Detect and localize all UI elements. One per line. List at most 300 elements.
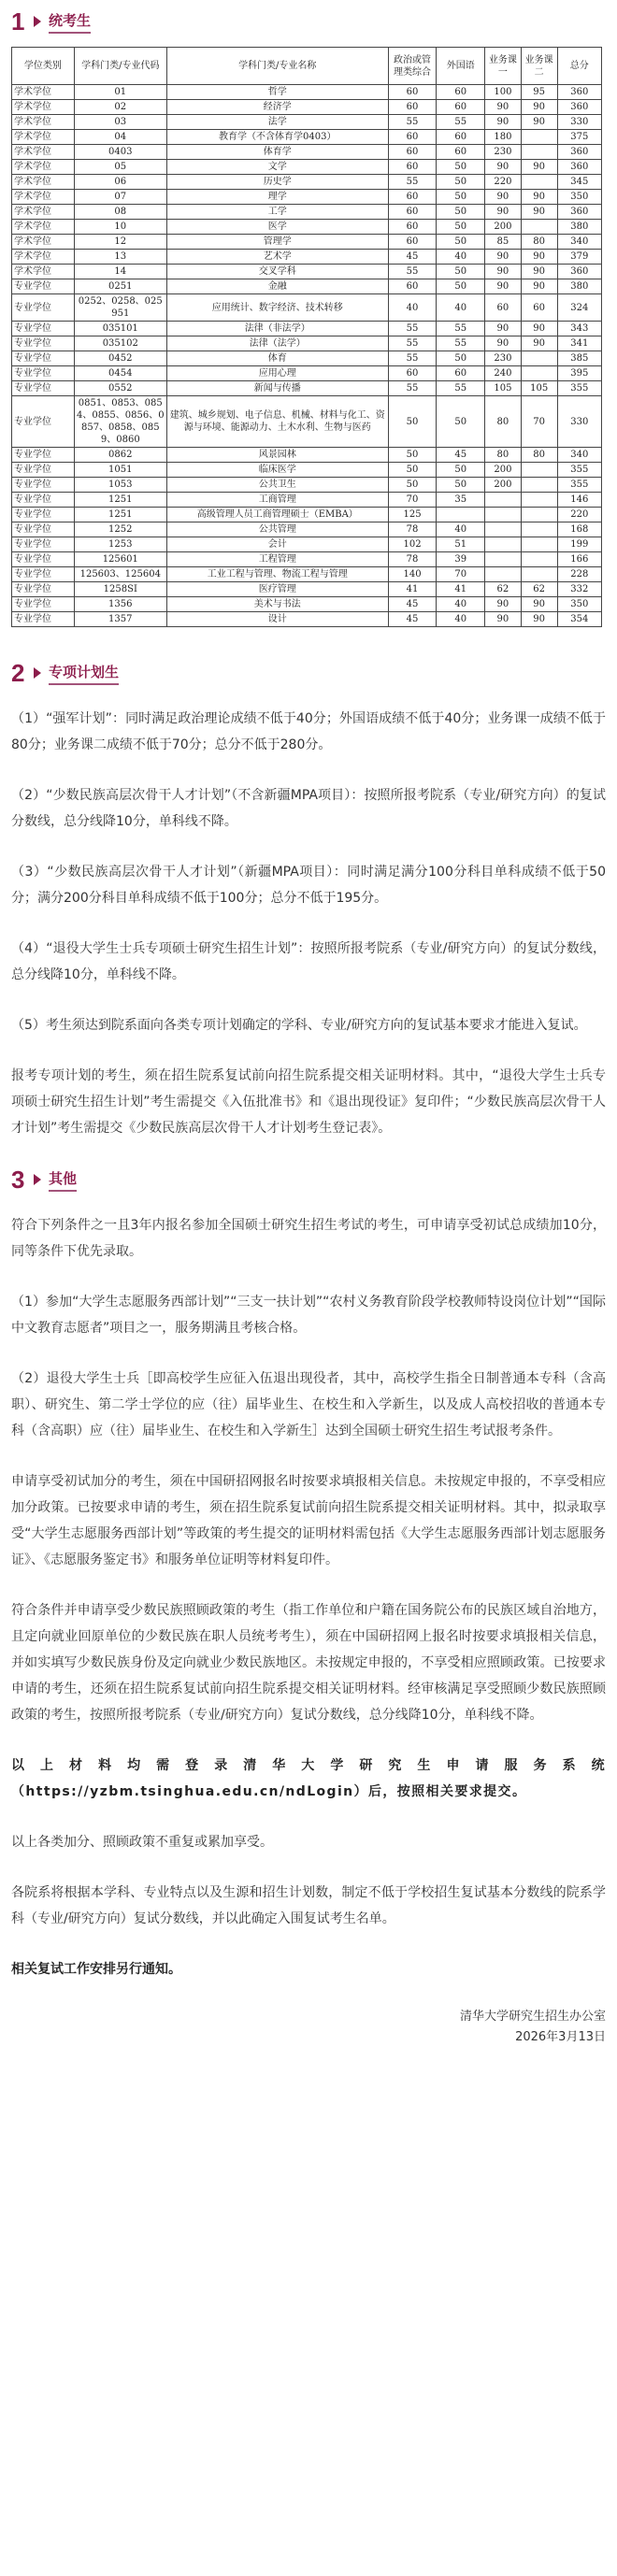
table-cell: 379	[557, 250, 601, 265]
table-body	[12, 85, 602, 627]
table-cell: 354	[557, 612, 601, 627]
table-cell: 332	[557, 582, 601, 597]
table-cell: 学术学位	[12, 160, 75, 175]
special-materials-note: 报考专项计划的考生，须在招生院系复试前向招生院系提交相关证明材料。其中，“退役大学生士兵专项硕士研究生招生计划”考生需提交《入伍批准书》和《退出现役证》复印件；“少数民族高层次骨干人才计划”考生需提交《少数民族高层次骨干人才计划考生登记表》。	[11, 1068, 606, 1136]
table-cell: 工业工程与管理、物流工程与管理	[166, 567, 388, 582]
table-cell: 专业学位	[12, 597, 75, 612]
table-cell: 1258SI	[74, 582, 166, 597]
table-cell: 哲学	[166, 85, 388, 100]
table-cell: 55	[437, 322, 485, 336]
signature-date: 2026年3月13日	[515, 2030, 606, 2044]
table-cell: 专业学位	[12, 463, 75, 478]
table-row	[12, 597, 602, 612]
signature-block	[11, 2007, 606, 2070]
table-cell: 1051	[74, 463, 166, 478]
table-header-cell: 外国语	[437, 48, 485, 85]
section-number: 3	[11, 1166, 25, 1194]
table-cell	[485, 552, 522, 567]
table-cell: 330	[557, 115, 601, 130]
table-cell: 50	[437, 478, 485, 493]
table-cell: 工商管理	[166, 493, 388, 508]
table-cell: 50	[388, 396, 437, 448]
table-cell: 学术学位	[12, 100, 75, 115]
table-cell	[521, 508, 557, 522]
table-cell: 专业学位	[12, 279, 75, 294]
table-cell	[521, 552, 557, 567]
table-header-row	[12, 48, 602, 85]
other-item-2: （2）退役大学生士兵［即高校学生应征入伍退出现役者，其中，高校学生指全日制普通本专科（含高职）、研究生、第二学士学位的应（往）届毕业生、在校生和入学新生，以及成人高校招收的普通本专科（含高职）应（往）届毕业生、在校生和入学新生］达到全国硕士研究生招生考试报考条件。	[11, 1371, 606, 1438]
table-cell: 146	[557, 493, 601, 508]
table-cell: 学术学位	[12, 235, 75, 250]
table-cell: 0552	[74, 381, 166, 396]
table-cell: 375	[557, 130, 601, 145]
table-cell: 0252、0258、025951	[74, 294, 166, 322]
table-cell: 355	[557, 478, 601, 493]
table-cell: 管理学	[166, 235, 388, 250]
table-cell: 专业学位	[12, 567, 75, 582]
table-cell: 法学	[166, 115, 388, 130]
table-cell: 专业学位	[12, 322, 75, 336]
table-cell: 60	[388, 85, 437, 100]
table-cell: 350	[557, 597, 601, 612]
table-cell	[521, 537, 557, 552]
table-cell: 专业学位	[12, 552, 75, 567]
table-cell: 12	[74, 235, 166, 250]
table-cell: 90	[521, 250, 557, 265]
other-intro: 符合下列条件之一且3年内报名参加全国硕士研究生招生考试的考生，可申请享受初试总成绩加10分，同等条件下优先录取。	[11, 1218, 606, 1259]
table-cell: 85	[485, 235, 522, 250]
table-cell: 体育	[166, 351, 388, 366]
table-cell: 50	[388, 448, 437, 463]
table-cell: 105	[485, 381, 522, 396]
table-cell: 125601	[74, 552, 166, 567]
table-cell: 41	[388, 582, 437, 597]
table-cell: 360	[557, 160, 601, 175]
table-cell: 168	[557, 522, 601, 537]
table-cell: 学术学位	[12, 130, 75, 145]
table-cell: 1251	[74, 493, 166, 508]
table-cell: 公共卫生	[166, 478, 388, 493]
table-cell: 220	[485, 175, 522, 190]
other-final-notice: 相关复试工作安排另行通知。	[11, 1962, 181, 1977]
other-apply-note: 申请享受初试加分的考生，须在中国研招网报名时按要求填报相关信息。未按规定申报的，不享受相应加分政策。已按要求申请的考生，须在招生院系复试前向招生院系提交相关证明材料。其中，拟录取享受“大学生志愿服务西部计划”等政策的考生提交的证明材料需包括《大学生志愿服务西部计划志愿服务证》、《志愿服务鉴定书》和服务单位证明等材料复印件。	[11, 1474, 606, 1567]
table-cell: 建筑、城乡规划、电子信息、机械、材料与化工、资源与环境、能源动力、土木水利、生物与医药	[166, 396, 388, 448]
table-cell: 90	[485, 265, 522, 279]
triangle-icon	[34, 1174, 41, 1185]
table-cell: 200	[485, 478, 522, 493]
table-cell: 06	[74, 175, 166, 190]
table-row	[12, 220, 602, 235]
table-cell: 360	[557, 145, 601, 160]
table-cell: 公共管理	[166, 522, 388, 537]
table-cell: 工程管理	[166, 552, 388, 567]
table-cell: 90	[521, 115, 557, 130]
table-cell	[485, 537, 522, 552]
table-cell: 240	[485, 366, 522, 381]
table-cell	[521, 522, 557, 537]
other-item-1: （1）参加“大学生志愿服务西部计划”“三支一扶计划”“农村义务教育阶段学校教师特设岗位计划”“国际中文教育志愿者”项目之一，服务期满且考核合格。	[11, 1295, 606, 1336]
table-header-cell: 业务课一	[485, 48, 522, 85]
table-cell: 90	[521, 100, 557, 115]
table-cell: 1356	[74, 597, 166, 612]
table-cell: 102	[388, 537, 437, 552]
table-cell: 40	[437, 597, 485, 612]
table-cell: 340	[557, 448, 601, 463]
table-cell: 50	[437, 190, 485, 205]
table-cell: 45	[437, 448, 485, 463]
table-cell: 专业学位	[12, 448, 75, 463]
table-cell: 90	[521, 205, 557, 220]
table-cell	[521, 175, 557, 190]
table-cell: 0452	[74, 351, 166, 366]
table-cell: 105	[521, 381, 557, 396]
table-cell: 100	[485, 85, 522, 100]
table-cell: 51	[437, 537, 485, 552]
table-row	[12, 279, 602, 294]
table-cell: 60	[388, 220, 437, 235]
table-cell: 60	[388, 145, 437, 160]
table-cell: 60	[521, 294, 557, 322]
table-cell: 80	[521, 448, 557, 463]
table-cell: 0251	[74, 279, 166, 294]
table-cell: 41	[437, 582, 485, 597]
table-row	[12, 366, 602, 381]
special-item-1: （1）“强军计划”：同时满足政治理论成绩不低于40分；外国语成绩不低于40分；业务课一成绩不低于80分；业务课二成绩不低于70分；总分不低于280分。	[11, 711, 606, 752]
table-header-cell: 总分	[557, 48, 601, 85]
table-cell	[437, 508, 485, 522]
table-row	[12, 396, 602, 448]
table-cell: 0851、0853、0854、0855、0856、0857、0858、0859、0860	[74, 396, 166, 448]
table-cell: 专业学位	[12, 294, 75, 322]
table-row	[12, 85, 602, 100]
table-cell: 360	[557, 85, 601, 100]
table-row	[12, 235, 602, 250]
table-row	[12, 463, 602, 478]
table-cell: 学术学位	[12, 85, 75, 100]
table-cell: 90	[485, 597, 522, 612]
table-cell: 会计	[166, 537, 388, 552]
table-cell: 90	[485, 336, 522, 351]
table-cell: 90	[521, 265, 557, 279]
table-cell: 55	[388, 322, 437, 336]
table-cell: 07	[74, 190, 166, 205]
table-row	[12, 265, 602, 279]
table-cell: 78	[388, 522, 437, 537]
table-cell: 55	[437, 115, 485, 130]
section-2-header	[11, 659, 606, 687]
table-cell: 学术学位	[12, 265, 75, 279]
table-cell: 40	[437, 250, 485, 265]
table-cell: 1251	[74, 508, 166, 522]
table-cell: 90	[521, 190, 557, 205]
table-cell: 1357	[74, 612, 166, 627]
table-cell: 90	[485, 612, 522, 627]
table-cell: 专业学位	[12, 612, 75, 627]
table-cell: 50	[437, 175, 485, 190]
table-cell: 60	[388, 130, 437, 145]
table-cell: 专业学位	[12, 478, 75, 493]
table-cell: 90	[521, 612, 557, 627]
table-cell: 220	[557, 508, 601, 522]
table-cell: 专业学位	[12, 508, 75, 522]
table-cell	[485, 508, 522, 522]
table-row	[12, 115, 602, 130]
table-cell: 355	[557, 463, 601, 478]
table-cell: 40	[437, 522, 485, 537]
table-cell: 70	[388, 493, 437, 508]
table-cell: 380	[557, 279, 601, 294]
table-cell: 62	[521, 582, 557, 597]
table-cell: 90	[521, 322, 557, 336]
signature-org: 清华大学研究生招生办公室	[459, 2010, 606, 2024]
table-cell: 0454	[74, 366, 166, 381]
table-row	[12, 508, 602, 522]
special-item-5: （5）考生须达到院系面向各类专项计划确定的学科、专业/研究方向的复试基本要求才能进入复试。	[11, 1018, 587, 1033]
table-row	[12, 448, 602, 463]
table-cell: 经济学	[166, 100, 388, 115]
table-cell: 50	[437, 396, 485, 448]
table-cell: 50	[388, 463, 437, 478]
table-cell: 360	[557, 205, 601, 220]
table-cell: 90	[485, 250, 522, 265]
table-cell: 40	[437, 294, 485, 322]
table-cell: 50	[437, 160, 485, 175]
table-cell: 330	[557, 396, 601, 448]
special-item-3: （3）“少数民族高层次骨干人才计划”（新疆MPA项目）：同时满足满分100分科目单科成绩不低于50分；满分200分科目单科成绩不低于100分；总分不低于195分。	[11, 865, 606, 906]
table-row	[12, 160, 602, 175]
table-cell: 学术学位	[12, 205, 75, 220]
table-header-cell: 学科门类/专业代码	[74, 48, 166, 85]
table-cell: 55	[388, 265, 437, 279]
table-cell: 02	[74, 100, 166, 115]
table-cell: 360	[557, 100, 601, 115]
table-cell: 90	[485, 160, 522, 175]
table-cell: 360	[557, 265, 601, 279]
section-title: 统考生	[49, 10, 91, 34]
table-cell: 50	[437, 205, 485, 220]
table-cell: 35	[437, 493, 485, 508]
table-cell: 学术学位	[12, 220, 75, 235]
table-cell: 90	[485, 279, 522, 294]
table-row	[12, 190, 602, 205]
section-3-header	[11, 1166, 606, 1194]
table-row	[12, 336, 602, 351]
table-cell: 62	[485, 582, 522, 597]
table-cell: 1253	[74, 537, 166, 552]
other-department-lines: 各院系将根据本学科、专业特点以及生源和招生计划数，制定不低于学校招生复试基本分数线的院系学科（专业/研究方向）复试分数线，并以此确定入围复试考生名单。	[11, 1885, 606, 1926]
table-row	[12, 552, 602, 567]
table-cell	[521, 220, 557, 235]
special-item-2: （2）“少数民族高层次骨干人才计划”（不含新疆MPA项目）：按照所报考院系（专业/研究方向）的复试分数线，总分线降10分，单科线不降。	[11, 788, 606, 829]
table-row	[12, 537, 602, 552]
table-cell: 专业学位	[12, 396, 75, 448]
table-cell: 90	[485, 190, 522, 205]
table-cell: 385	[557, 351, 601, 366]
table-cell: 专业学位	[12, 336, 75, 351]
table-row	[12, 130, 602, 145]
table-cell: 风景园林	[166, 448, 388, 463]
table-cell: 工学	[166, 205, 388, 220]
table-cell: 50	[437, 463, 485, 478]
table-cell: 90	[485, 322, 522, 336]
table-cell	[521, 366, 557, 381]
table-cell: 80	[485, 396, 522, 448]
table-cell: 08	[74, 205, 166, 220]
table-row	[12, 381, 602, 396]
table-cell: 高级管理人员工商管理硕士（EMBA）	[166, 508, 388, 522]
table-cell: 01	[74, 85, 166, 100]
table-cell: 60	[388, 366, 437, 381]
table-cell: 200	[485, 220, 522, 235]
table-cell: 法律（非法学）	[166, 322, 388, 336]
table-cell: 50	[437, 220, 485, 235]
table-cell: 45	[388, 250, 437, 265]
table-cell: 0862	[74, 448, 166, 463]
table-cell: 341	[557, 336, 601, 351]
table-cell: 60	[388, 190, 437, 205]
table-cell: 035102	[74, 336, 166, 351]
table-cell: 50	[437, 351, 485, 366]
table-row	[12, 493, 602, 508]
table-cell: 78	[388, 552, 437, 567]
table-cell: 专业学位	[12, 522, 75, 537]
table-cell: 95	[521, 85, 557, 100]
section-title: 专项计划生	[49, 662, 119, 685]
table-cell: 199	[557, 537, 601, 552]
table-row	[12, 100, 602, 115]
table-cell: 专业学位	[12, 582, 75, 597]
table-cell: 80	[521, 235, 557, 250]
table-cell	[521, 463, 557, 478]
table-cell: 1053	[74, 478, 166, 493]
table-cell: 40	[388, 294, 437, 322]
table-cell: 395	[557, 366, 601, 381]
table-cell: 应用心理	[166, 366, 388, 381]
section-title: 其他	[49, 1168, 77, 1192]
table-cell: 学术学位	[12, 145, 75, 160]
table-cell	[521, 567, 557, 582]
table-cell: 新闻与传播	[166, 381, 388, 396]
table-cell: 380	[557, 220, 601, 235]
table-cell: 文学	[166, 160, 388, 175]
table-cell: 90	[521, 279, 557, 294]
table-header-cell: 业务课二	[521, 48, 557, 85]
score-table	[11, 47, 602, 627]
triangle-icon	[34, 16, 41, 27]
table-cell: 90	[485, 100, 522, 115]
table-cell: 45	[388, 612, 437, 627]
table-row	[12, 322, 602, 336]
table-row	[12, 175, 602, 190]
table-cell: 医疗管理	[166, 582, 388, 597]
table-cell: 13	[74, 250, 166, 265]
table-cell: 343	[557, 322, 601, 336]
table-cell: 125603、125604	[74, 567, 166, 582]
table-cell: 学术学位	[12, 175, 75, 190]
table-cell: 60	[437, 100, 485, 115]
table-cell: 60	[388, 205, 437, 220]
table-cell: 60	[485, 294, 522, 322]
other-no-accumulate: 以上各类加分、照顾政策不重复或累加享受。	[11, 1835, 273, 1850]
table-cell: 艺术学	[166, 250, 388, 265]
table-cell: 50	[388, 478, 437, 493]
table-cell: 0403	[74, 145, 166, 160]
table-cell: 45	[388, 597, 437, 612]
table-cell: 60	[388, 235, 437, 250]
table-row	[12, 522, 602, 537]
table-cell: 55	[388, 115, 437, 130]
table-cell: 90	[485, 115, 522, 130]
table-cell: 医学	[166, 220, 388, 235]
table-cell: 专业学位	[12, 381, 75, 396]
table-cell	[521, 351, 557, 366]
table-cell: 50	[437, 235, 485, 250]
table-cell: 90	[485, 205, 522, 220]
table-cell: 60	[437, 145, 485, 160]
table-cell: 228	[557, 567, 601, 582]
table-row	[12, 582, 602, 597]
table-cell: 60	[388, 100, 437, 115]
section-1-header	[11, 7, 606, 36]
table-cell: 05	[74, 160, 166, 175]
table-header-cell: 政治或管理类综合	[388, 48, 437, 85]
table-cell: 60	[388, 160, 437, 175]
table-cell: 教育学（不含体育学0403）	[166, 130, 388, 145]
table-cell: 035101	[74, 322, 166, 336]
table-cell: 10	[74, 220, 166, 235]
table-cell: 学术学位	[12, 190, 75, 205]
table-cell: 04	[74, 130, 166, 145]
table-cell	[521, 478, 557, 493]
table-cell: 专业学位	[12, 366, 75, 381]
table-cell: 345	[557, 175, 601, 190]
table-cell: 140	[388, 567, 437, 582]
table-cell: 55	[388, 381, 437, 396]
table-row	[12, 351, 602, 366]
special-item-4: （4）“退役大学生士兵专项硕士研究生招生计划”：按照所报考院系（专业/研究方向）的复试分数线，总分线降10分，单科线不降。	[11, 941, 606, 982]
table-cell: 临床医学	[166, 463, 388, 478]
table-cell: 230	[485, 145, 522, 160]
other-system-note: 以上材料均需登录清华大学研究生申请服务系统（https://yzbm.tsinghua.edu.cn/ndLogin）后，按照相关要求提交。	[11, 1758, 606, 1799]
table-cell: 专业学位	[12, 351, 75, 366]
table-cell: 55	[437, 381, 485, 396]
table-cell: 交叉学科	[166, 265, 388, 279]
table-cell	[485, 522, 522, 537]
table-cell: 90	[521, 160, 557, 175]
table-cell: 60	[388, 279, 437, 294]
table-cell: 60	[437, 366, 485, 381]
table-cell: 55	[437, 336, 485, 351]
triangle-icon	[34, 667, 41, 679]
other-minority-note: 符合条件并申请享受少数民族照顾政策的考生（指工作单位和户籍在国务院公布的民族区域自治地方，且定向就业回原单位的少数民族在职人员统考考生），须在中国研招网上报名时按要求填报相关信息，并如实填写少数民族身份及定向就业少数民族地区。未按规定申报的，不享受相应照顾政策。已按要求申请的考生，还须在招生院系复试前向招生院系提交相关证明材料。经审核满足享受照顾少数民族照顾政策的考生，按照所报考院系（专业/研究方向）复试分数线，总分线降10分，单科线不降。	[11, 1603, 606, 1723]
table-cell: 55	[388, 336, 437, 351]
table-cell: 125	[388, 508, 437, 522]
table-cell: 166	[557, 552, 601, 567]
table-cell: 55	[388, 175, 437, 190]
table-cell: 1252	[74, 522, 166, 537]
table-cell: 学术学位	[12, 250, 75, 265]
table-cell: 324	[557, 294, 601, 322]
table-cell: 60	[437, 85, 485, 100]
section-number: 2	[11, 659, 25, 687]
table-cell: 230	[485, 351, 522, 366]
page	[0, 7, 617, 2070]
table-cell: 03	[74, 115, 166, 130]
table-row	[12, 145, 602, 160]
section-number: 1	[11, 7, 25, 36]
table-cell: 历史学	[166, 175, 388, 190]
table-cell	[521, 130, 557, 145]
